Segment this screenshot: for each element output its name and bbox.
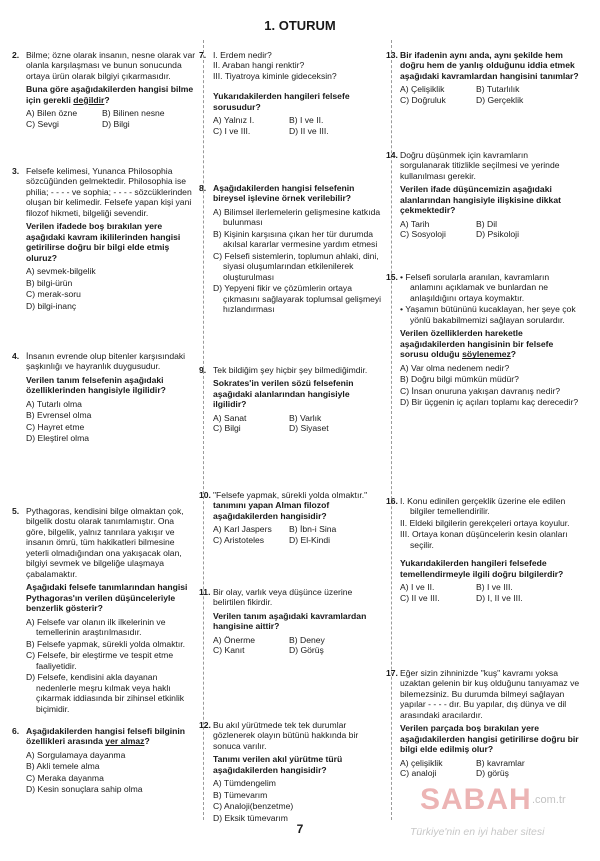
option-c[interactable]: C) analoji [400,768,437,779]
option-c[interactable]: C) Kanıt [213,645,245,656]
question-16: 16. I. Konu edinilen gerçeklik üzerine ele edilen bilgiler temellendirilir. II. Eldeki bilgilerin gerekçeleri ortaya koyulur. III. Ortaya konan düşüncelerin kesin olanları seçilir. Yukarıdakilerden hangileri felsefede temellendirmeyle ilgili doğru bilgilerdir? A) I ve II. B) I ve III. C) II ve III. D) I, II ve III. [400,496,580,603]
question-prompt: Verilen özelliklerden hareketle aşağıdakilerden hangisinin bir felsefe sorusu olduğu söylenemez? [400,328,554,360]
question-3: 3. Felsefe kelimesi, Yunanca Philosophia sözcüğünden gelmektedir. Philosophia ise philia; - - - - ve sophia; - - - - sözcüklerinden oluşan bir kelimedir. Felsefe yapan kişi yani filozof hikmeti, bilgeliği sevendir. Verilen ifadede boş bırakılan yere aşağıdaki kavram ikililerinden hangisi getirilirse doğru bir bilgi elde etmiş oluruz? A) sevmek-bilgelik B) bilgi-ürün C) merak-soru D) bilgi-inanç [26,166,196,312]
question-12: 12. Bu akıl yürütmede tek tek durumlar gözlenerek olayın bütünü hakkında bir sonuca varılır. Tanımı verilen akıl yürütme türü aşağıdakilerden hangisidir? A) Tümdengelim B) Tümevarım C) Analoji(benzetme) D) Eksik tümevarım [213,720,385,824]
option-a[interactable]: A) Yalnız I. [213,115,255,126]
answer-options [213,413,385,434]
option-b[interactable]: B) Felsefe yapmak, sürekli yolda olmaktır. [26,638,186,649]
option-b[interactable]: B) Deney [289,634,325,645]
option-b[interactable]: B) I ve III. [476,582,513,593]
answer-options [26,108,196,129]
answer-options [400,219,580,240]
statement-item: II. Eldeki bilgilerin gerekçeleri ortaya koyulur. [400,517,570,528]
answer-options [26,750,196,795]
option-a[interactable]: A) Tarih [400,218,430,229]
option-c[interactable]: C) II ve III. [400,592,440,603]
statement-item: I. Erdem nedir? [213,50,272,60]
option-c[interactable]: C) Felsefi sistemlerin, toplumun ahlaki, dini, siyasi oluşumlarından etkilenilerek oluşturulması [213,250,379,282]
option-d[interactable]: D) Yepyeni fikir ve çözümlerin ortaya çıkmasını sağlayarak toplumsal gelişmeyi hızlandırması [213,283,382,315]
answer-options [26,617,196,714]
watermark-brand: SABAH [420,783,532,816]
question-text: Doğru düşünmek için kavramların sorgulanarak titizlikle seçilmesi ve yerinde kullanılması gerekir. [400,150,560,181]
answer-options [400,758,580,779]
option-d[interactable]: D) bilgi-inanç [26,300,77,311]
answer-options [213,115,385,136]
question-text: Bilme; özne olarak insanın, nesne olarak var olanla karşılaşması ve bunun sonucunda ortaya ürün olarak bilgiyi çıkarmasıdır. [26,50,196,81]
option-d[interactable]: D) Kesin sonuçlara sahip olma [26,784,143,795]
option-b[interactable]: B) Evrensel olma [26,410,92,421]
option-c[interactable]: C) Sevgi [26,118,59,129]
statement-list [213,50,385,81]
question-prompt: Yukarıdakilerden hangileri felsefe sorusudur? [213,91,350,112]
question-prompt: Verilen ifadede boş bırakılan yere aşağıdaki kavram ikililerinden hangisi getirilirse doğru bir bilgi elde etmiş oluruz? [26,221,181,263]
option-d[interactable]: D) Siyaset [289,423,329,434]
question-2: 2. Bilme; özne olarak insanın, nesne olarak var olanla karşılaşması ve bunun sonucunda ortaya ürün olarak bilgiyi çıkarmasıdır. Buna göre aşağıdakilerden hangisi bilme için gerekli değildir? A) Bilen özne B) Bilinen nesne C) Sevgi D) Bilgi [12,50,196,129]
question-text: Tek bildiğim şey hiçbir şey bilmediğimdir. [213,365,368,375]
option-d[interactable]: D) görüş [476,768,509,779]
option-d[interactable]: D) Gerçeklik [476,94,524,105]
option-a[interactable]: A) Tümdengelim [213,778,276,789]
bullet-item: • Yaşamın bütününü kucaklayan, her şeye çok yönlü bakabilmemizi sağlayan sorulardır. [400,304,576,325]
question-prompt: Tanımı verilen akıl yürütme türü aşağıdakilerden hangisidir? [213,754,343,775]
option-d[interactable]: D) Eleştirel olma [26,433,90,444]
question-prompt: Aşağıdakilerden hangisi felsefenin bireysel işlevine örnek verilebilir? [213,183,355,204]
option-b[interactable]: B) I ve II. [289,115,324,126]
option-d[interactable]: D) II ve III. [289,125,329,136]
question-prompt: Verilen tanım aşağıdaki kavramlardan hangisine aittir? [213,610,367,632]
option-c[interactable]: C) Doğruluk [400,94,446,105]
option-c[interactable]: C) Sosyoloji [400,229,446,240]
watermark-domain: .com.tr [532,794,566,806]
question-text: "Felsefe yapmak, sürekli yolda olmaktır." tanımını yapan Alman filozof aşağıdakilerden hangisidir? [213,490,368,521]
option-c[interactable]: C) İnsan onuruna yakışan davranış nedir? [400,385,561,396]
option-c[interactable]: C) merak-soru [26,289,81,300]
answer-options [213,524,385,545]
answer-options [400,582,580,603]
answer-options [26,399,196,444]
option-b[interactable]: B) Varlık [289,412,322,423]
question-5: 5. Pythagoras, kendisini bilge olmaktan çok, bilgelik dostu olarak tanımlamıştır. Ona göre, bilgelik, yalnız tanrılara yakışır ve insanın ömrü, tüm hakikatleri bilmesine yeterli olmadığından ona yakışacak olan, bilgiyi sevmek ve bilgeliğe ulaşmaya çabalamaktır. Aşağıdaki felsefe tanımlarından hangisi Pythagoras'ın verilen düşünceleriyle benzerlik gösterir? A) Felsefe var olanın ilk ilkelerinin ve temellerinin araştırılmasıdır. B) Felsefe yapmak, sürekli yolda olmaktır. C) Felsefe, bir eleştirme ve tespit etme faaliyetidir. D) Felsefe, kendisini akla dayanan nedenlerle meşru kılmak veya haklı çıkarmak iddiasında bir zihinsel etkinlik biçimidir. [26,506,196,715]
option-b[interactable]: B) kavramlar [476,757,525,768]
option-c[interactable]: C) Bilgi [213,423,241,434]
question-7: 7. I. Erdem nedir? II. Araban hangi renktir? III. Tiyatroya kiminle gideceksin? Yukarıdakilerden hangileri felsefe sorusudur? A) Yalnız I. B) I ve II. C) I ve III. D) II ve III. [213,50,385,136]
option-b[interactable]: B) İbn-i Sina [289,524,337,535]
option-a[interactable]: A) I ve II. [400,582,435,593]
page-number: 7 [296,822,304,836]
question-13: 13. Bir ifadenin aynı anda, aynı şekilde hem doğru hem de yanlış olduğunu iddia etmek aşağıdaki kavramlardan hangisini tanımlar? A) Çelişiklik B) Tutarlılık C) Doğruluk D) Gerçeklik [386,50,579,105]
question-prompt: Verilen tanım felsefenin aşağıdaki özelliklerinden hangisiyle ilgilidir? [26,374,166,396]
option-a[interactable]: A) Önerme [213,634,256,645]
question-17: 17. Eğer sizin zihninizde "kuş" kavramı yoksa uzaktan gelenin bir kuş olduğunu tanıyamaz ve bilemezsiniz. Bu durumda bilmeyi sağlayan yapılar - - - - dır. Bu yapılar, dış dünya ve dil arasındaki aracılardır. Verilen parçada boş bırakılan yere aşağıdakilerden hangisi getirilirse doğru bir bilgi elde edilmiş olur? A) çelişiklik B) kavramlar C) analoji D) görüş [386,668,580,779]
column-divider [203,40,204,820]
question-text: Bir olay, varlık veya düşünce üzerine belirtilen fikirdir. [213,587,353,608]
statement-list [400,496,580,550]
option-a[interactable]: A) Bilen özne [26,108,78,119]
answer-options [213,207,385,315]
option-d[interactable]: D) Eksik tümevarım [213,812,288,823]
question-10: 10. "Felsefe yapmak, sürekli yolda olmaktır." tanımını yapan Alman filozof aşağıdakilerden hangisidir? A) Karl Jaspers B) İbn-i Sina C) Aristoteles D) El-Kindi [213,490,385,545]
question-9: 9. Tek bildiğim şey hiçbir şey bilmediğimdir. Sokrates'in verilen sözü felsefenin aşağıdaki alanlarından hangisiyle ilgilidir? A) Sanat B) Varlık C) Bilgi D) Siyaset [213,365,385,434]
option-a[interactable]: A) Çelişiklik [400,84,445,95]
question-14: 14. Doğru düşünmek için kavramların sorgulanarak titizlikle seçilmesi ve yerinde kullanılması gerekir. Verilen ifade düşüncemizin aşağıdaki alanlarından hangisiyle ilişkisine dikkat çekmektedir? A) Tarih B) Dil C) Sosyoloji D) Psikoloji [400,150,580,240]
option-a[interactable]: A) Tutarlı olma [26,398,82,409]
question-prompt: Verilen ifade düşüncemizin aşağıdaki alanlarından hangisiyle ilişkisine dikkat çekmektedir? [400,184,561,216]
option-a[interactable]: A) Sanat [213,412,247,423]
option-b[interactable]: B) Tümevarım [213,789,268,800]
option-c[interactable]: C) Meraka dayanma [26,772,104,783]
question-prompt: Bir ifadenin aynı anda, aynı şekilde hem doğru hem de yanlış olduğunu iddia etmek aşağıdaki kavramlardan hangisini tanımlar? [400,50,579,81]
option-c[interactable]: C) Felsefe, bir eleştirme ve tespit etme faaliyetidir. [26,650,174,671]
question-prompt: Verilen parçada boş bırakılan yere aşağıdakilerden hangisi getirilirse doğru bir bilgi elde edilmiş olur? [400,723,579,755]
column-middle [199,40,385,823]
answer-options [26,266,196,311]
answer-options [400,84,580,105]
question-text: Bu akıl yürütmede tek tek durumlar gözlenerek olayın bütünü hakkında bir sonuca varılır. [213,720,359,751]
option-a[interactable]: A) Felsefe var olanın ilk ilkelerinin ve temellerinin araştırılmasıdır. [26,616,166,638]
option-d[interactable]: D) Bir üçgenin iç açıları toplamı kaç derecedir? [400,397,579,408]
question-prompt: Buna göre aşağıdakilerden hangisi bilme için gerekli değildir? [26,84,194,105]
option-b[interactable]: B) Bilinen nesne [102,108,165,119]
option-d[interactable]: D) El-Kindi [289,534,331,545]
option-a[interactable]: A) Bilimsel ilerlemelerin gelişmesine katkıda bulunması [213,206,381,228]
option-d[interactable]: D) Bilgi [102,118,130,129]
answer-options [213,778,385,823]
option-a[interactable]: A) çelişiklik [400,757,443,768]
question-4: 4. İnsanın evrende olup bitenler karşısındaki şaşkınlığı ve hayranlık duygusudur. Verilen tanım felsefenin aşağıdaki özelliklerinden hangisiyle ilgilidir? A) Tutarlı olma B) Evrensel olma C) Hayret etme D) Eleştirel olma [26,351,196,445]
option-d[interactable]: D) Görüş [289,645,324,656]
option-c[interactable]: C) Hayret etme [26,421,85,432]
option-c[interactable]: C) Aristoteles [213,534,265,545]
bullet-list [400,272,580,325]
question-8: 8. Aşağıdakilerden hangisi felsefenin bireysel işlevine örnek verilebilir? A) Bilimsel ilerlemelerin gelişmesine katkıda bulunması B) Kişinin karşısına çıkan her tür durumda akılsal kararlar vermesine yardım etmesi C) Felsefi sistemlerin, toplumun ahlaki, dini, siyasi oluşumlarından etkilenilerek oluşturulması D) Yepyeni fikir ve çözümlerin ortaya çıkmasını sağlayarak toplumsal gelişmeyi hızlandırması [213,183,385,316]
option-b[interactable]: B) Akli temele alma [26,761,100,772]
statement-item: III. Tiyatroya kiminle gideceksin? [213,70,337,81]
option-d[interactable]: D) Psikoloji [476,229,519,240]
option-a[interactable]: A) Var olma nedenem nedir? [400,362,510,373]
option-b[interactable]: B) Tutarlılık [476,84,520,95]
option-b[interactable]: B) bilgi-ürün [26,277,73,288]
statement-item: I. Konu edinilen gerçeklik üzerine ele edilen bilgiler temellendirilir. [400,496,566,517]
answer-options [400,363,580,408]
option-b[interactable]: B) Kişinin karşısına çıkan her tür durumda akılsal kararlar vermesine yardım etmesi [213,228,378,250]
option-a[interactable]: A) sevmek-bilgelik [26,266,96,277]
question-prompt: Yukarıdakilerden hangileri felsefede temellendirmeyle ilgili doğru bilgilerdir? [400,558,564,579]
answer-options [213,635,385,656]
bullet-item: • Felsefi sorularla aranılan, kavramların anlamını açıklamak ve bunlardan ne anlaşıldığını ortaya koymaktır. [400,272,550,303]
option-d[interactable]: D) Felsefe, kendisini akla dayanan nedenlerle meşru kılmak veya haklı çıkarmak iddiasında bir zihinsel etkinlik biçimidir. [26,672,185,714]
watermark-slogan: Türkiye'nin en iyi haber sitesi [410,826,545,838]
option-b[interactable]: B) Dil [476,218,498,229]
question-6: 6. Aşağıdakilerden hangisi felsefi bilginin özellikleri arasında yer almaz? A) Sorgulamaya dayanma B) Akli temele alma C) Meraka dayanma D) Kesin sonuçlara sahip olma [26,726,196,796]
column-right [386,40,580,820]
question-text: Pythagoras, kendisini bilge olmaktan çok, bilgelik dostu olarak tanımlamıştır. Ona göre, bilgelik, yalnız tanrılara yakışır ve insanın ömrü, tüm hakikatleri bilmesine yeterli olmadığından ona yakışacak olan, bilgiyi sevmek ve bilgeliğe ulaşmaya çabalamaktır. [26,506,184,579]
option-d[interactable]: D) I, II ve III. [476,592,523,603]
question-prompt: Sokrates'in verilen sözü felsefenin aşağıdaki alanlarından hangisiyle ilgilidir? [213,378,354,410]
page-title: 1. OTURUM [264,18,336,33]
column-left [12,40,196,820]
question-text: İnsanın evrende olup bitenler karşısındaki şaşkınlığı ve hayranlık duygusudur. [26,351,186,372]
question-prompt: Aşağıdaki felsefe tanımlarından hangisi Pythagoras'ın verilen düşünceleriyle benzerlik gösterir? [26,582,188,614]
question-prompt: Aşağıdakilerden hangisi felsefi bilginin özellikleri arasında yer almaz? [26,726,186,747]
statement-item: III. Ortaya konan düşüncelerin kesin olanları seçilir. [400,529,568,550]
option-c[interactable]: C) I ve III. [213,125,251,136]
statement-item: II. Araban hangi renktir? [213,60,305,71]
option-a[interactable]: A) Karl Jaspers [213,524,272,535]
option-a[interactable]: A) Sorgulamaya dayanma [26,749,126,760]
question-text: Eğer sizin zihninizde "kuş" kavramı yoksa uzaktan gelenin bir kuş olduğunu tanıyamaz ve bilemezsiniz. Bu durumda bilmeyi sağlayan yapılar - - - - dır. Bu yapılar, dış dünya ve dil arasındaki aracılardır. [400,668,580,720]
question-text: Felsefe kelimesi, Yunanca Philosophia sözcüğünden gelmektedir. Philosophia ise philia; - - - - ve sophia; - - - - sözcüklerinden oluşan bir kelimedir. Felsefe yapan kişi yani filozof hikmeti, bilgeliği sevendir. [26,166,192,218]
option-c[interactable]: C) Analoji(benzetme) [213,801,294,812]
question-11: 11. Bir olay, varlık veya düşünce üzerine belirtilen fikirdir. Verilen tanım aşağıdaki kavramlardan hangisine aittir? A) Önerme B) Deney C) Kanıt D) Görüş [213,587,385,656]
option-b[interactable]: B) Doğru bilgi mümkün müdür? [400,374,519,385]
question-15: 15. • Felsefi sorularla aranılan, kavramların anlamını açıklamak ve bunlardan ne anlaşıldığını ortaya koymaktır. • Yaşamın bütününü kucaklayan, her şeye çok yönlü bakabilmemizi sağlayan sorulardır. Verilen özelliklerden hareketle aşağıdakilerden hangisinin bir felsefe sorusu olduğu söylenemez? A) Var olma nedenem nedir? B) Doğru bilgi mümkün müdür? C) İnsan onuruna yakışan davranış nedir? D) Bir üçgenin iç açıları toplamı kaç derecedir? [386,272,579,408]
